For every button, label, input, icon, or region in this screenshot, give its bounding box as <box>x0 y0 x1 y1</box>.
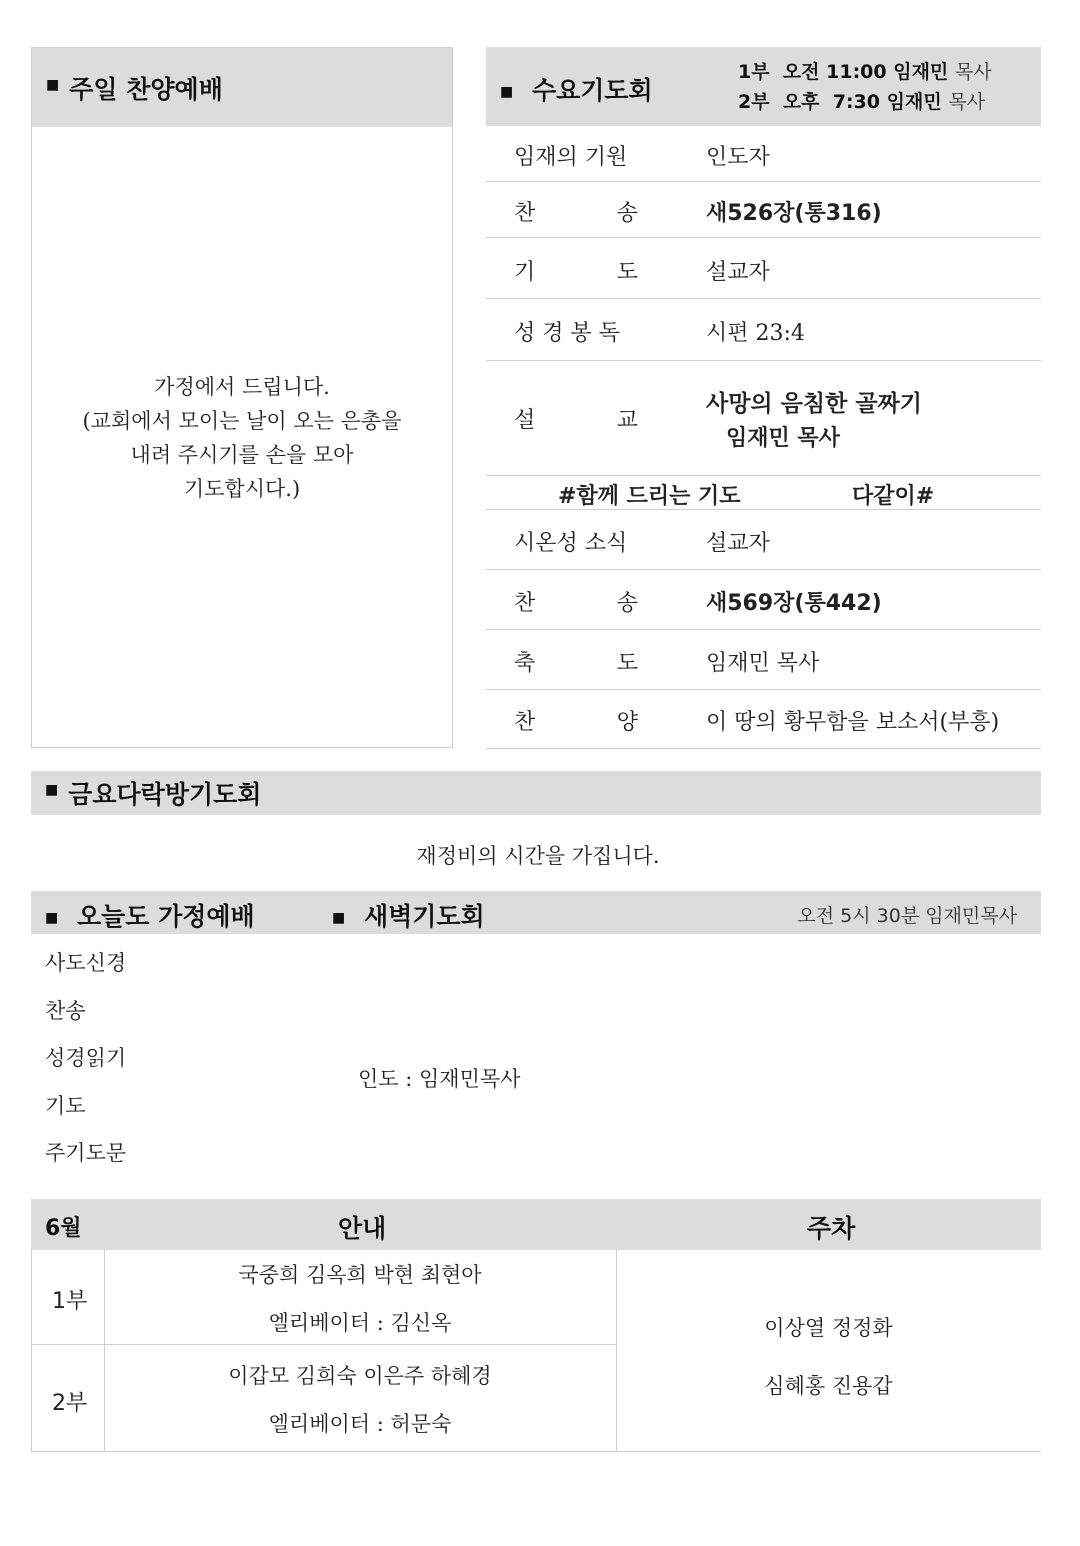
month-header: 6월 <box>45 1216 82 1241</box>
dawn-prayer-time: 오전 5시 30분 임재민목사 <box>797 905 1017 927</box>
order-row-sermon: 설 교 사망의 음침한 골짜기 임재민 목사 <box>486 361 1041 476</box>
order-row: 성 경 봉 독 시편 23:4 <box>486 299 1041 361</box>
family-worship-leader: 인도 : 임재민목사 <box>358 1067 521 1091</box>
order-row: 축 도 임재민 목사 <box>486 630 1041 690</box>
wednesday-prayer-header <box>486 47 1041 126</box>
bullet-square-icon: ■ <box>46 76 60 93</box>
family-worship-order <box>45 940 126 1178</box>
wednesday-times: 1부 오전 11:00 임재민 목사 2부 오후 7:30 임재민 목사 <box>738 61 992 113</box>
friday-prayer-title: 금요다락방기도회 <box>68 780 262 809</box>
sunday-worship-message: 가정에서 드립니다. (교회에서 모이는 날이 오는 은총을 내려 주시기를 손을 모아 기도합시다.) <box>82 375 402 501</box>
part2-guides: 이갑모 김희숙 이은주 하혜경 엘리베이터 : 허문숙 <box>228 1364 492 1436</box>
list-item: 사도신경 <box>45 951 127 975</box>
parking-header: 주차 <box>807 1214 856 1243</box>
sermon-preacher: 임재민 목사 <box>726 426 840 451</box>
family-worship-header <box>31 891 1041 934</box>
order-row: 찬 송 새526장(통316) <box>486 182 1041 238</box>
list-item: 기도 <box>45 1093 86 1118</box>
bullet-square-icon: ■ <box>45 782 59 798</box>
parking-staff: 이상열 정정화 심혜홍 진용갑 <box>764 1316 893 1398</box>
sunday-worship-title: 주일 찬양예배 <box>69 74 223 104</box>
bullet-square-icon: ■ <box>500 84 514 100</box>
list-item: 성경읽기 <box>45 1046 127 1070</box>
wednesday-order-list <box>486 126 1041 749</box>
order-row: 임재의 기원 인도자 <box>486 126 1041 182</box>
bullet-square-icon: ■ <box>332 910 346 926</box>
part2-label: 2부 <box>52 1391 88 1416</box>
friday-prayer-message: 재정비의 시간을 가집니다. <box>416 844 660 868</box>
part1-label: 1부 <box>52 1289 88 1314</box>
bullet-square-icon: ■ <box>45 910 59 926</box>
table-border <box>31 1451 1041 1452</box>
sermon-title: 사망의 음침한 골짜기 <box>706 391 922 417</box>
family-worship-title: 오늘도 가정예배 <box>76 902 255 931</box>
sunday-worship-header <box>32 48 452 127</box>
guide-header: 안내 <box>338 1214 387 1243</box>
friday-prayer-header <box>31 771 1041 815</box>
wednesday-prayer-section <box>486 47 1041 748</box>
order-row-together: #함께 드리는 기도 다같이# <box>486 476 1041 510</box>
list-item: 주기도문 <box>45 1141 127 1165</box>
june-table-header <box>31 1199 1041 1250</box>
order-row: 찬 송 새569장(통442) <box>486 570 1041 630</box>
order-row: 찬 양 이 땅의 황무함을 보소서(부흥) <box>486 690 1041 749</box>
order-row: 시온성 소식 설교자 <box>486 510 1041 570</box>
wednesday-prayer-title: 수요기도회 <box>531 76 653 105</box>
list-item: 찬송 <box>45 998 86 1023</box>
part1-guides: 국중희 김옥희 박현 최현아 엘리베이터 : 김신옥 <box>238 1263 482 1335</box>
table-border <box>31 1250 32 1452</box>
dawn-prayer-title: 새벽기도회 <box>363 902 485 931</box>
sunday-worship-section <box>31 47 453 748</box>
order-row: 기 도 설교자 <box>486 238 1041 299</box>
